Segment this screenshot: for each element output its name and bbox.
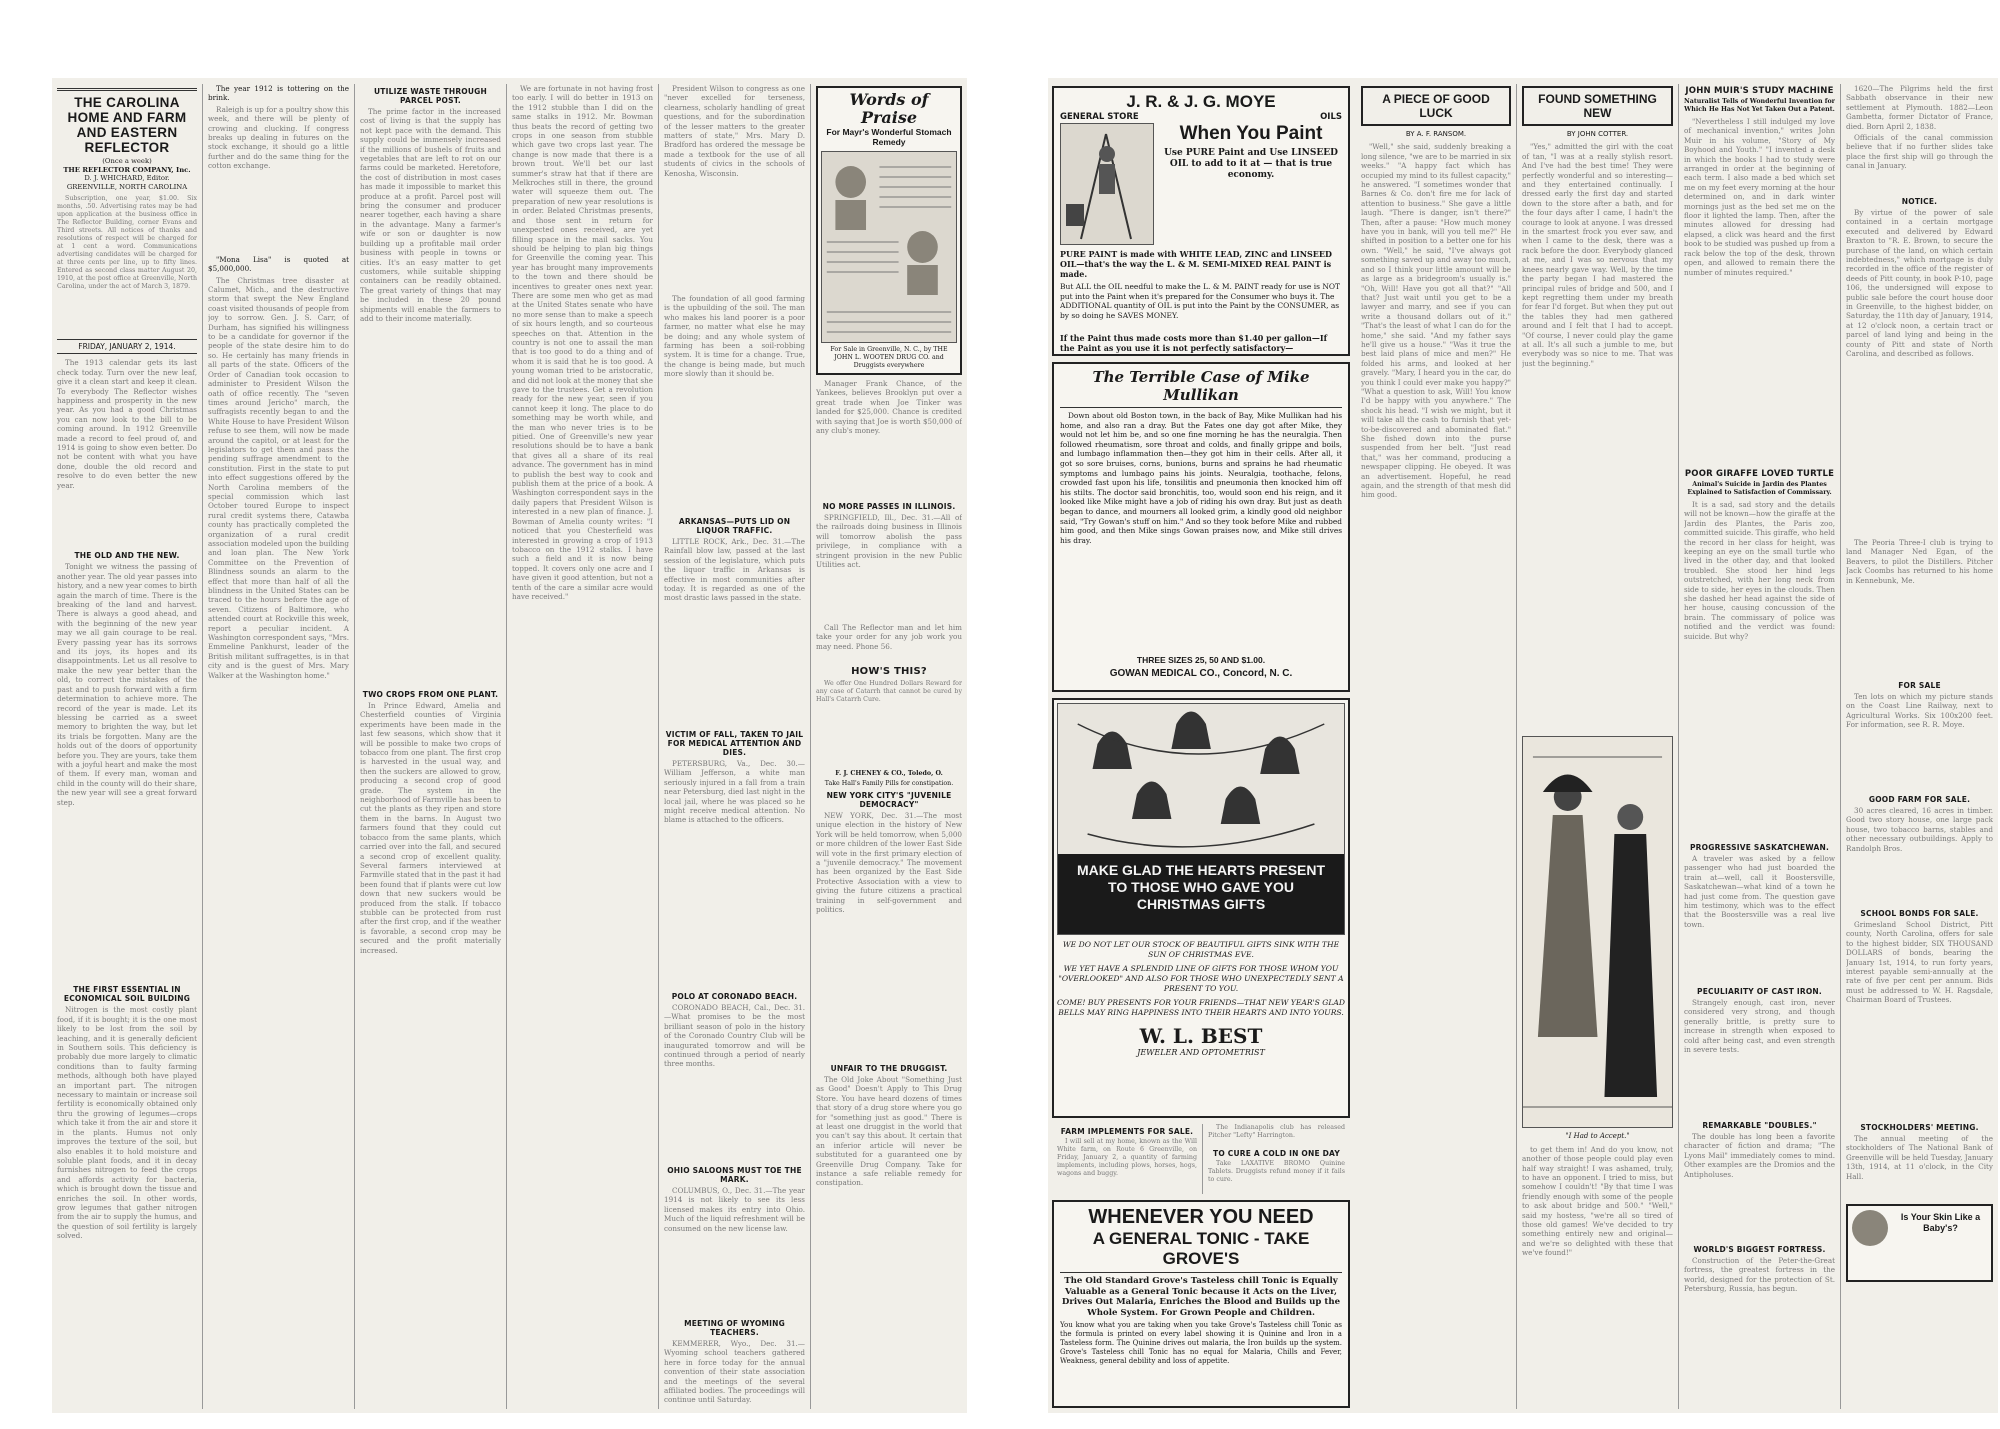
text-block: Take LAXATIVE BROMO Quinine Tablets. Druggists refund money if it fails to cure. [1208, 1160, 1345, 1183]
column-1 [52, 84, 202, 1409]
painter-illustration [1060, 123, 1154, 245]
text-block: Raleigh is up for a poultry show this week, and there will be plenty of crowing and clucking. If congress breaks up dealing in futures on the stock exchange, it should go a little further and do the same thing for the cotton exchange. [208, 104, 349, 171]
article-old-and-new: Tonight we witness the passing of another year. The old year passes into history, and a new year comes to birth again the march of time. There is the breaking of the land and harvest. There is always a good ahead, and with the beginning of the new year may we all gain courage to be real. Every passing year has its sorrows and its joys, its hopes and its disappointments. Let us all resolve to make the new year better than the old, to correct the mistakes of the past and to push forward with a firm determination to achieve more. The record of the year is made. Let its blessing be carried as a sweet memory to brighten the way, but let its trials be forgotten. Many are the holds out of the doors of opportunity before you. They are yours, take them with a joyful heart and make the most of them. If every man, woman and child in the county will do their share, the new year will see a great forward step. [57, 562, 197, 807]
column-2 [202, 84, 354, 1409]
article-ohio: COLUMBUS, O., Dec. 31.—The year 1914 is not likely to see its less licensed makes its entry into Ohio. Much of the liquid refreshment will be consumed on the new license law. [664, 1186, 805, 1233]
heading-victim-of-fall: VICTIM OF FALL, TAKEN TO JAIL FOR MEDICAL ATTENTION AND DIES. [665, 730, 804, 757]
ad-mullikan-title: The Terrible Case of Mike Mullikan [1060, 368, 1342, 408]
column-found-something [1516, 84, 1678, 1409]
ad-mullikan-sizes: THREE SIZES 25, 50 AND $1.00. [1136, 655, 1266, 665]
article-giraffe: It is a sad, sad story and the details will not be known—how the giraffe at the Jardin des Plantes, the Paris zoo, committed suicide. This giraffe, who held the record in her class for height, was keeping an eye on the small turtle who lived in the other day, and that looked troubled. She stood her hind legs outstretched, with her long neck from side to side, her eyes in the clouds. Then she dashed her head against the side of her house, causing concussion of the brain. The commissary of police was notified and the verdict was found: suicide. But why? [1684, 500, 1835, 641]
column-4 [506, 84, 658, 1409]
ad-groves-line1: WHENEVER YOU NEED [1088, 1206, 1314, 1228]
story-found-something-caption: "I Had to Accept." [1565, 1132, 1630, 1141]
column-muir [1678, 84, 1840, 1409]
masthead-place: GREENVILLE, NORTH CAROLINA [66, 182, 188, 191]
ad-moye-title: J. R. & J. G. MOYE [1126, 92, 1276, 111]
heading-wyoming: MEETING OF WYOMING TEACHERS. [684, 1319, 785, 1337]
ad-mullikan [1052, 362, 1350, 692]
heading-first-essential: THE FIRST ESSENTIAL IN ECONOMICAL SOIL BUILDING [63, 985, 191, 1004]
ad-groves-line2: A GENERAL TONIC - TAKE GROVE'S [1092, 1229, 1310, 1268]
ad-words-of-praise [816, 86, 962, 375]
ad-best-body2: WE YET HAVE A SPLENDID LINE OF GIFTS FOR THOSE WHOM YOU "OVERLOOKED" AND ALSO FOR THOSE WHO UNEXPECTEDLY SENT A PRESENT TO YOU. [1058, 964, 1344, 993]
ad-best-trade: JEWELER AND OPTOMETRIST [1137, 1048, 1265, 1057]
ad-moye-body1: Use PURE Paint and Use LINSEED OIL to add to it at — that is true economy. [1164, 148, 1338, 180]
heading-muir: JOHN MUIR'S STUDY MACHINE [1685, 86, 1834, 96]
heading-arkansas: ARKANSAS—PUTS LID ON LIQUOR TRAFFIC. [678, 517, 791, 535]
ad-moye-body2: PURE PAINT is made with WHITE LEAD, ZINC and LINSEED OIL—that's the way the L. & M. SEMI-MIXED REAL PAINT is made. [1060, 249, 1332, 279]
text-block: to get them in! And do you know, not another of those people could play even half way straight! I was ashamed, truly, to have an opponent. I tried to miss, but somehow I couldn't! "By that time I was friendly enough with some of the people to ask about bridge and 500." "Well," said my hostess, "we're all so tired of those old games! We've decided to try something entirely new and original—and we're so delighted with these that we've found!" [1522, 1144, 1673, 1258]
text-block: The foundation of all good farming is the upbuilding of the soil. The man who makes his land poorer is a poor farmer, no matter what else he may be doing; and any whole system of farming has been a soil-robbing system. It is time for a change. True, the change is being made, but much more slowly than it should be. [664, 294, 805, 379]
ad-moye-paint [1052, 86, 1350, 356]
heading-giraffe: POOR GIRAFFE LOVED TURTLE [1684, 469, 1835, 479]
issue-date: FRIDAY, JANUARY 2, 1914. [57, 339, 197, 354]
heading-no-more-passes: NO MORE PASSES IN ILLINOIS. [822, 502, 956, 511]
heading-doubles: REMARKABLE "DOUBLES." [1702, 1121, 1817, 1130]
ad-best-body1: WE DO NOT LET OUR STOCK OF BEAUTIFUL GIFTS SINK WITH THE SUN OF CHRISTMAS EVE. [1062, 940, 1340, 959]
ad-words-of-praise-title: Words of Praise [849, 90, 929, 127]
heading-cold-ad: TO CURE A COLD IN ONE DAY [1213, 1149, 1340, 1158]
masthead-editor: D. J. WHICHARD, Editor. [84, 174, 170, 182]
heading-new-york: NEW YORK CITY'S "JUVENILE DEMOCRACY" [826, 791, 952, 809]
masthead-frequency: (Once a week) [102, 157, 152, 165]
column-notices [1840, 84, 1998, 1409]
snippet-cheney: F. J. CHENEY & CO., Toledo, O. [835, 770, 943, 777]
page-gutter [967, 78, 1048, 1413]
text-block: The 1913 calendar gets its last check today. Turn over the new leaf, give it a clean start and keep it clean. To everybody The Reflector wishes happiness and prosperity in the new year. As you had a good Christmas you can now look to the bill to be coming around. In 1912 Greenville made a record to feel proud of, and 1914 is going to show even better. Do not be content with what you have done, double the old record and resolve to do even better the new year. [57, 358, 197, 490]
article-passes: SPRINGFIELD, Ill., Dec. 31.—All of the railroads doing business in Illinois will tomorrow abolish the pass privilege, in compliance with a stringent provision in the new Public Utilities act. [816, 513, 962, 570]
heading-stockholders: STOCKHOLDERS' MEETING. [1860, 1123, 1979, 1132]
text-block: You know what you are taking when you take Grove's Tasteless chill Tonic as the formula is printed on every label showing it is Quinine and Iron in a Tasteless form. The Quinine drives out malaria, the Iron builds up the system. Grove's Tasteless chill Tonic has no equal for Malaria, Chills and Fever, Weakness, general debility and loss of appetite. [1060, 1321, 1342, 1365]
ad-baby-skin [1846, 1204, 1993, 1282]
article-new-york: NEW YORK, Dec. 31.—The most unique election in the history of New York will be held tomorrow, when 5,000 or more children of the lower East Side will vote in the first primary election of a "juvenile democracy." The movement has been organized by the East Side Protective Association with a view to giving the future citizens a practical training in self-government and politics. [816, 811, 962, 915]
article-polo: CORONADO BEACH, Cal., Dec. 31.—What promises to be the most brilliant season of polo in the history of the Coronado Country Club will be inaugurated tomorrow and will be continued through a period of nearly three months. [664, 1003, 805, 1069]
heading-for-sale: FOR SALE [1898, 681, 1941, 690]
masthead-publisher: THE REFLECTOR COMPANY, Inc. [63, 165, 191, 174]
baby-icon [1852, 1210, 1888, 1246]
article-soil-building: Nitrogen is the most costly plant food, if it is bought; it is the one most likely to be lost from the soil by leaching, and it is generally deficient in Southern soils. This deficiency is probably due more largely to climatic conditions than to faulty farming methods, although both have played an important part. The nitrogen necessary to maintain or increase soil fertility is economically obtained only thru the growing of legumes—crops which take it from the air and store it in the plants. Humus not only improves the texture of the soil, but also enables it to hold moisture and soluble plant foods, and it in decay furnishes nitrogen to feed the crops and affords activity for bacteria, which is brought down the tissue and enriches the soil. In other words, grow legumes that gather nitrogen from the air to supply the humus, and the question of soil fertility is largely solved. [57, 1005, 197, 1241]
article-how-this: We offer One Hundred Dollars Reward for any case of Catarrh that cannot be cured by Hall's Catarrh Cure. [816, 680, 962, 703]
heading-giraffe-sub: Animal's Suicide in Jardin des Plantes Explained to Satisfaction of Commissary. [1687, 481, 1832, 496]
heading-progressive: PROGRESSIVE SASKATCHEWAN. [1689, 843, 1830, 852]
article-for-sale: Ten lots on which my picture stands on the Coast Line Railway, next to Agricultural Works. Six 100x200 feet. For information, see R. R. Moye. [1846, 692, 1993, 730]
heading-muir-sub: Naturalist Tells of Wonderful Invention for Which He Has Not Yet Taken Out a Patent. [1684, 98, 1835, 113]
farm-implements-column [1052, 1124, 1202, 1194]
article-notice: By virtue of the power of sale contained in a certain mortgage executed and delivered by Edward Braxton to "R. E. Brown, to secure the purchase of the land, on which certain indebtedness," which mortgage is duly recorded in the office of the register of deeds of Pitt county, in book P-10, page 106, the undersigned will expose to public sale before the court house door in Greenville, to the highest bidder, on Saturday, the 11th day of January, 1914, at 12 o'clock noon, a certain tract or parcel of land lying and being in the county of Pitt and state of North Carolina, and described as follows. [1846, 208, 1993, 359]
article-unfair: The Old Joke About "Something Just as Good" Doesn't Apply to This Drug Store. You have heard dozens of times that story of a drug store where you go for "something just as good." There is at least one druggist in the world that you can't say this about. It certain that an inferior article will never be substituted for a guaranteed one by Greenville Drug Company. Take for instance a safe reliable remedy for constipation. [816, 1075, 962, 1188]
column-6 [810, 84, 967, 1409]
article-victim: PETERSBURG, Va., Dec. 30.—William Jefferson, a white man seriously injured in a fall from a train near Petersburg, died last night in the local jail, where he was placed so he might receive medical attention. No blame is attached to the officers. [664, 759, 805, 825]
text-block: Call The Reflector man and let him take your order for any job work you may need. Phone 56. [816, 623, 962, 651]
ad-best-name: W. L. BEST [1139, 1024, 1263, 1048]
column-good-luck [1356, 84, 1516, 1409]
article-cast-iron: Strangely enough, cast iron, never considered very strong, and though generally brittle, is pretty sure to increase in strength when exposed to cold after being cast, and even strength in severe tests. [1684, 998, 1835, 1055]
story-found-something-title: FOUND SOMETHING NEW [1522, 86, 1673, 126]
ad-best-banner: MAKE GLAD THE HEARTS PRESENT TO THOSE WHO GAVE YOU CHRISTMAS GIFTS [1076, 862, 1326, 912]
story-found-something-body: "Yes," admitted the girl with the coat of tan, "I was at a really stylish resort. And I've had the best time! They were perfectly wonderful and so interesting—and they entertained continually. I dressed early the first day and started down to the store after a bath, and for the four days after I came, I hadn't the courage to look at anyone. I was dressed in the smartest frock you ever saw, and when I came to the desk, there was a rack before the door. Everybody glanced at me, and I was so nervous that my knees nearly gave way. Well, by the time the party began I had mastered the principal rules of bridge and 500, and I kept regretting them under my breath for fear I'd forget. But when they put out the tables they had men gathered around and I felt that I had to accept. "Of course, I never could play the game at all. It's all such a jumble to me, but everybody was so nice to me. That was just the beginning." [1522, 142, 1673, 368]
heading-ohio-saloons: OHIO SALOONS MUST TOE THE MARK. [667, 1166, 802, 1184]
column-5 [658, 84, 810, 1409]
heading-old-and-new: THE OLD AND THE NEW. [74, 551, 180, 561]
heading-how-this: HOW'S THIS? [851, 666, 927, 677]
article-two-crops: In Prince Edward, Amelia and Chesterfield counties of Virginia experiments have been made in the last few seasons, which show that it will be possible to make two crops of tobacco from one plant. The first crop is harvested in the usual way, and then the suckers are allowed to grow, producing a second crop of good grade. The system in the neighborhood of Farmville has been to cut the plants as they ripen and store them in the barns. In August two farmers found that they could cut tobacco from the same plants, which carried over into the fall, and secured a second crop of excellent quality. Several farmers interviewed at Farmville stated that in the past it had been found that if plants were cut low down that new suckers would be produced from the stalk. If tobacco stubble can be protected from rust after the first crop, and if the weather is favorable, a second crop may be secured and the profit materially increased. [360, 701, 501, 955]
heading-utilize-waste: UTILIZE WASTE THROUGH PARCEL POST. [374, 87, 487, 105]
heading-notice: NOTICE. [1901, 197, 1938, 206]
heading-good-farm: GOOD FARM FOR SALE. [1868, 795, 1971, 804]
story-good-luck-title: A PIECE OF GOOD LUCK [1361, 86, 1511, 126]
article-wyoming: KEMMERER, Wyo., Dec. 31.—Wyoming school teachers gathered here in force today for the annual convention of their state association and the meetings of the several affiliated bodies. The proceedings will continue until Saturday. [664, 1339, 805, 1405]
heading-farm-implements: FARM IMPLEMENTS FOR SALE. [1060, 1127, 1194, 1136]
heading-fortress: WORLD'S BIGGEST FORTRESS. [1693, 1245, 1826, 1254]
article-arkansas: LITTLE ROCK, Ark., Dec. 31.—The Rainfall blow law, passed at the last session of the legislature, which puts the liquor traffic in Arkansas is effective in most communities after today. It is regarded as one of the most drastic laws passed in the state. [664, 537, 805, 603]
snippet-mona-lisa: "Mona Lisa" is quoted at $5,000,000. [208, 254, 349, 274]
heading-two-crops: TWO CROPS FROM ONE PLANT. [362, 690, 499, 699]
heading-unfair: UNFAIR TO THE DRUGGIST. [830, 1064, 948, 1073]
article-progressive: A traveler was asked by a fellow passenger who had just boarded the train at—well, call it Boostersville, Saskatchewan—what kind of a town he had just come from. The question gave him testimony, which was to the effect that the Boostersville was a real live town. [1684, 854, 1835, 929]
subscription-text: Subscription, one year, $1.00. Six months, .50. Advertising rates may be had upon application at the business office in The Reflector Building, corner Evans and Third streets. All notices of thanks and resolutions of respect will be charged for at 1 cent a word. Communications advertising candidates will be charged for at three cents per line, up to fifty lines. Entered as second class matter August 20, 1910, at the post office at Greenville, North Carolina, under the act of March 3, 1879. [57, 195, 197, 290]
ad-mullikan-company: GOWAN MEDICAL CO., Concord, N. C. [1109, 668, 1293, 679]
text-block: The Indianapolis club has released Pitcher "Lefty" Harrington. [1208, 1124, 1345, 1139]
ad-groves-tonic [1052, 1200, 1350, 1408]
text-block: But ALL the OIL needful to make the L. & M. PAINT ready for use is NOT put into the Paint when it's prepared for the Consumer who buys it. The ADDITIONAL quantity of OIL is put into the Paint by the CONSUMER, as by so doing he SAVES MONEY. [1060, 282, 1341, 320]
testimonial-portraits-image [821, 151, 957, 343]
text-block: Down about old Boston town, in the back of Bay, Mike Mullikan had his home, and also ran a dray. But the Fates one day got after Mike, they would not let him be, and so one fine morning he has the neuralgia. Then followed rheumatism, sore throat and colds, and finally grippe and boils, and lumbago inflammation then—they got him in their cells. After all, it got so sore bruises, corns, bunions, burns and sprains he had rheumatic symptoms and lumbago pains his joints. Neuralgia, toothache, felons, crowded fast upon his life, tonsilitis and pneumonia then knocked him off his stilts. The doctor said bronchitis, too, would soon end his reign, and it looked like Mike might have a job of riding his own dray. But just as death began to dance, and mourners all looked grim, a kindly good old neighbor said, "Try Gowan's stuff on him." And so they took before Mike and rubbed him good, and then Mike sings Gowan praises now, and Mike still drives his dray. [1060, 411, 1342, 545]
text-block: Manager Frank Chance, of the Yankees, believes Brooklyn put over a great trade when Joe Tinker was landed for $25,000. Chance is credited with saying that Joe is worth $50,000 of any club's money. [816, 379, 962, 436]
story-found-something-author: BY JOHN COTTER. [1566, 130, 1629, 138]
story-good-luck-author: BY A. F. RANSOM. [1405, 130, 1467, 138]
ad-sold-by: For Sale in Greenville, N. C., by THE JOHN L. WOOTEN DRUG CO. and Druggists everywhere [830, 346, 948, 369]
ad-baby-title: Is Your Skin Like a Baby's? [1900, 1212, 1981, 1233]
column-3 [354, 84, 506, 1409]
article-school-bonds: Grimesland School District, Pitt county, North Carolina, offers for sale to the highest bidder, SIX THOUSAND DOLLARS of bonds, bearing the January 1st, 1914, to run forty years, interest payable semi-annually at the rate of five per cent per annum. Bids must be addressed to W. H. Ragsdale, Chairman Board of Trustees. [1846, 920, 1993, 1005]
heading-school-bonds: SCHOOL BONDS FOR SALE. [1860, 909, 1979, 918]
story-good-luck-body: "Well," she said, suddenly breaking a long silence, "we are to be married in six weeks." "A happy fact which has occupied my mind to its fullest capacity," he answered. "I sometimes wonder that Barnes & Co. don't fire me for lack of attention to business." She gave a little laugh. "There is danger, isn't there?" Then, after a pause: "How much money have you in bank, will you tell me?" He shifted in position to a better one for his own. "Well," he said, "I've always got something saved up and away too much, and so I think your little amount will be as large as a bridegroom's usually is." "Oh, Will! Have you got all that?" "All that? Just wait until you get to be a lawyer and marry, and see if you can write a thousand dollars out of it." "That's the least of what I can do for the home," she said. "And my father says he'll give us a house." "Was it true the best laid plans of mice and men?" He folded his arms, and looked at her gravely. "Mary, I heard you in the car, do you think I could ever make you happy?" "What a question to ask, Will! You know I'd be happy with you anywhere." The shock his head. "I wish we might, but it will take all the cash to furnish that yet-to-be-discovered and abominated flat." She fished down into the purse suspended from her belt. "Just read that," was her command, producing a newspaper clipping. He obeyed. It was an advertisement. Hopeful, he read again, and the strength of that mesh did him good. [1361, 142, 1511, 500]
article-stockholders: The annual meeting of the stockholders of The National Bank of Greenville will be held Tuesday, January 13th, 1914, at 11 o'clock, in the City Hall. [1846, 1134, 1993, 1181]
ad-moye-body3: If the Paint thus made costs more than $1.40 per gallon—If the Paint as you use it is not perfectly satisfactory— [1060, 333, 1328, 353]
ad-moye-right-label: OILS [1320, 112, 1342, 122]
christmas-bells-illustration [1057, 703, 1345, 935]
newspaper-page-left [52, 78, 967, 1413]
newspaper-page-right [1048, 78, 1998, 1413]
cold-ad-column [1202, 1124, 1350, 1194]
masthead-title: THE CAROLINA HOME AND FARM AND EASTERN REFLECTOR [67, 95, 187, 155]
ad-moye-headline: When You Paint [1179, 123, 1323, 144]
text-block: I will sell at my home, known as the Will White farm, on Route 6 Greenville, on Friday, January 2, a quantity of farming implements, including plows, horses, hogs, wagons and buggy. [1057, 1138, 1197, 1177]
article-muir: "Nevertheless I still indulged my love of mechanical invention," writes John Muir in his volume, "Story of My Boyhood and Youth." "I invented a desk in which the books I had to study were arranged in order at the beginning of each term. I also made a bed which set me on my feet every morning at the hour determined on, and in dark winter mornings just as the bed set me on the floor it lighted the lamp. Then, after the minutes allowed for dressing had elapsed, a click was heard and the first book to be studied was pushed up from a rack below the top of the desk, thrown open, and allowed to remain there the number of minutes required." [1684, 117, 1835, 277]
article-fortress: Construction of the Peter-the-Great fortress, the greatest fortress in the world, designed for the protection of St. Petersburg, Russia, has begun. [1684, 1256, 1835, 1294]
heading-cast-iron: PECULIARITY OF CAST IRON. [1697, 987, 1822, 996]
snippet-hall-pills: Take Hall's Family Pills for constipation. [824, 780, 954, 787]
ad-w-l-best [1052, 698, 1350, 1118]
text-block: The Christmas tree disaster at Calumet, Mich., and the destructive storm that swept the New England coast visited thousands of people from joy to sorrow. Gen. J. S. Carr, of Durham, has signified his willingness to be a candidate for governor if the people of the state desire him to do so. He certainly has many friends in all parts of the state. Officers of the Order of Canadian took occasion to administer to President Wilson the oath of office recently. The "seven times around Jericho" march, the suffragists recently began to and the White House to have President Wilson refuse to see them, will now be made around the capitol, or at least for the legislators to get them and pass the pending suffrage amendment to the constitution. First in the state to put into effect suggestions offered by the North Carolina members of the special commission which last October toured Europe to inspect rural credit systems there, Catawba county has practically completed the organization of a rural credit association modeled upon the building and loan plan. The New York Committee on the Prevention of Blindness sounds an alarm to the effect that more than half of all the blindness in the United States can be traced to the hours before the age of seven. Citizens of Baltimore, who attended court at Rockville this week, report a peculiar incident. A Washington correspondent says, "Mrs. Emmeline Pankhurst, leader of the British militant suffragettes, is in that city and is the guest of Mrs. Mary Walker at the Washington home." [208, 275, 349, 680]
text-block: The Peoria Three-I club is trying to land Manager Ned Egan, of the Beavers, to pilot the Distillers. Pitcher Jack Coombs has returned to his home in Kennebunk, Me. [1846, 538, 1993, 585]
text-block: 1620—The Pilgrims held the first Sabbath observance in their new settlement at Plymouth. 1882—Leon Gambetta, former Dictator of France, died. Born April 2, 1838. Officials of the canal commission believe that if no further slides take place the first ship will go through the canal in January. [1846, 84, 1993, 171]
heading-polo: POLO AT CORONADO BEACH. [671, 992, 798, 1001]
text-block: We are fortunate in not having frost too early. I will do better in 1913 on the 1912 stubble than I did on the same stalks in 1912. Mr. Bowman thus beats the record of getting two crops in one season from stubble which gave two crops last year. The change is now made that there is a brown trout. We'll bet our last summer's straw hat that if there are Melkroches still in there, the ground water will squeeze them out. The preparation of new year resolutions is in order. Belated Christmas presents, and those sent in return for unexpected ones received, are yet filling space in the mail sacks. You should be helping to plan big things for Greenville the coming year. This year has brought many improvements to the town and there should be incentives to greater ones next year. There are some men who get as mad at the United States senate who have no more sense than to make a speech of six hours length, and so courteous speeches on that. Attention in the country is not one to assail the man that is too good to do a thing and of whom it is said that he is too good. A young woman tried to be aristocratic, and did not look at the money that she gave to the trustees. Get a revolution ready for the new year, seen if you cannot keep it long. The place to do something may be worth while, and the man who never tries is to be pitied. One of Greenville's new year resolutions should be to have a bank that gives all a share of its real advance. The government has in mind to publish the best way to cook and publish them at the price of a book. A Washington correspondent says in the daily papers that President Wilson is interested in a new plan of finance. J. Bowman of Amelia county writes: "I noticed that you Chesterfield was interested in growing a crop of 1913 tobacco on the 1912 stalks. I have such a field and it is now being topped. It covers only one acre and I have given it good attention, but not a tenth of the care a similar acre would have received." [512, 84, 653, 601]
couple-illustration [1522, 736, 1673, 1128]
ad-words-of-praise-sub: For Mayr's Wonderful Stomach Remedy [826, 127, 952, 147]
article-doubles: The double has long been a favorite character of fiction and drama; "The Lyons Mail" immediately comes to mind. Other examples are the Dromios and the Antipholuses. [1684, 1132, 1835, 1179]
snippet-year-1912: The year 1912 is tottering on the brink. [208, 84, 349, 103]
ad-groves-sub: The Old Standard Grove's Tasteless chill Tonic is Equally Valuable as a General Tonic because it Acts on the Liver, Drives Out Malaria, Enriches the Blood and Builds up the Whole System. For Grown People and Children. [1061, 1276, 1341, 1318]
text-block: President Wilson to congress as one "never excelled for terseness, clearness, scholarly handling of great questions, and for the subordination of the lesser matters to the greater matters of state," Mrs. Mary D. Bradford has ordered the message be made a textbook for the use of all students of civics in the schools of Kenosha, Wisconsin. [664, 84, 805, 178]
ad-best-body3: COME! BUY PRESENTS FOR YOUR FRIENDS—THAT NEW YEAR'S GLAD BELLS MAY RING HAPPINESS INTO THEIR HEARTS AND INTO YOURS. [1057, 998, 1345, 1017]
article-good-farm: 30 acres cleared, 16 acres in timber. Good two story house, one large pack house, two tobacco barns, stables and other necessary outbuildings. Apply to Randolph Bros. [1846, 806, 1993, 853]
ad-moye-left-label: GENERAL STORE [1060, 112, 1139, 122]
article-parcel-post: The prime factor in the increased cost of living is that the supply has not kept pace with the demand. This supply could be immensely increased if the millions of bushels of fruits and vegetables that are left to rot on our farms could be marketed. Heretofore, the cost of distribution in most cases has made it impossible to market this produce at a profit. Parcel post will bring the consumer and producer nearer together, each having a share in the advantage. Many a farmer's wife or son or daughter is now building up a profitable mail order business with people in towns or cities. It's an easy matter to get customers, while suitable shipping containers can be readily obtained. The great variety of things that may be included in these 20 pound shipments will enable the farmers to add to their income materially. [360, 107, 501, 323]
